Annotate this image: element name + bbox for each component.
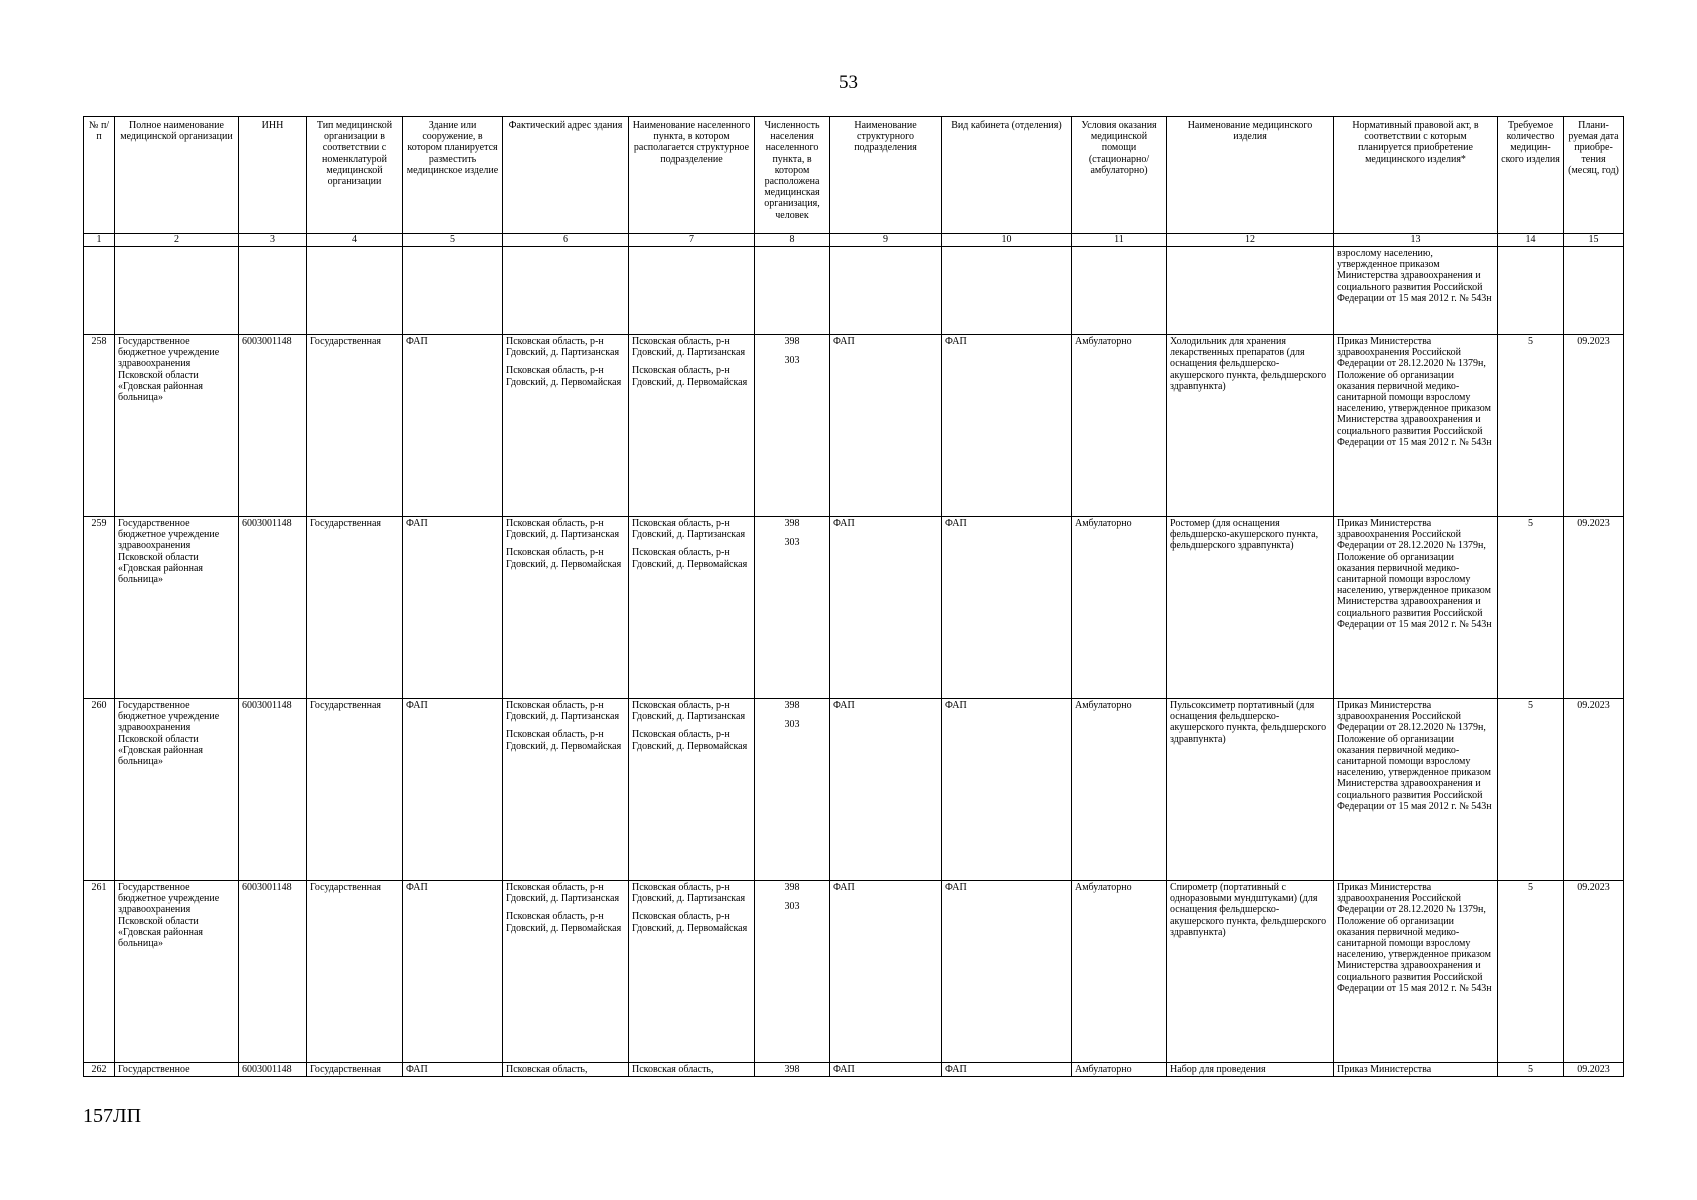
structural-unit: ФАП — [830, 335, 942, 517]
structural-unit: ФАП — [830, 517, 942, 699]
legal-act: Приказ Министерства — [1334, 1063, 1498, 1077]
row-number: 262 — [84, 1063, 115, 1077]
care-conditions: Амбулаторно — [1072, 881, 1167, 1063]
column-number: 1 — [84, 234, 115, 247]
address-line: Псковская область, р-н Гдовский, д. Партизанская — [506, 336, 620, 359]
continuation-text: взрослому населению, утвержденное приказом Министерства здравоохранения и социального развития Российской Федерации от 15 мая 2012 г. № 543н — [1334, 247, 1498, 335]
address-line: Псковская область, р-н Гдовский, д. Партизанская — [506, 518, 620, 541]
locality: Псковская область, — [629, 1063, 755, 1077]
header-cell: Вид кабинета (отделения) — [942, 117, 1072, 234]
row-number: 260 — [84, 699, 115, 881]
quantity: 5 — [1498, 1063, 1564, 1077]
legal-act: Приказ Министерства здравоохранения Российской Федерации от 28.12.2020 № 1379н, Положение об организации оказания первичной медико-санитарной помощи взрослому населению, утвержденное приказом Министерства здравоохранения и социального развития Российской Федерации от 15 мая 2012 г. № 543н — [1334, 699, 1498, 881]
population — [755, 517, 830, 699]
population — [755, 699, 830, 881]
header-cell: Плани-руемая дата приобре-тения (месяц, год) — [1564, 117, 1624, 234]
legal-act: Приказ Министерства здравоохранения Российской Федерации от 28.12.2020 № 1379н, Положение об организации оказания первичной медико-санитарной помощи взрослому населению, утвержденное приказом Министерства здравоохранения и социального развития Российской Федерации от 15 мая 2012 г. № 543н — [1334, 517, 1498, 699]
planned-date: 09.2023 — [1564, 881, 1624, 1063]
population-value: 303 — [784, 355, 800, 367]
locality-line: Псковская область, р-н Гдовский, д. Партизанская — [632, 518, 746, 541]
organization-name: Государственное бюджетное учреждение здравоохранения Псковской области «Гдовская районная больница» — [115, 517, 239, 699]
population — [755, 881, 830, 1063]
column-number: 9 — [830, 234, 942, 247]
locality — [629, 517, 755, 699]
document-code: 157ЛП — [83, 1105, 142, 1127]
table-row — [84, 699, 1624, 881]
care-conditions: Амбулаторно — [1072, 699, 1167, 881]
population-value: 398 — [784, 336, 800, 347]
address-line: Псковская область, р-н Гдовский, д. Первомайская — [506, 729, 622, 752]
inn: 6003001148 — [239, 699, 307, 881]
locality — [629, 335, 755, 517]
actual-address — [503, 335, 629, 517]
cabinet-type: ФАП — [942, 881, 1072, 1063]
care-conditions: Амбулаторно — [1072, 335, 1167, 517]
locality-line: Псковская область, р-н Гдовский, д. Первомайская — [632, 911, 748, 934]
header-cell: Требуемое количество медицин-ского изделия — [1498, 117, 1564, 234]
population: 398 — [755, 1063, 830, 1077]
locality-line: Псковская область, р-н Гдовский, д. Партизанская — [632, 882, 746, 905]
header-cell: Численность населения населенного пункта, в котором расположена медицинская организация, человек — [755, 117, 830, 234]
inn: 6003001148 — [239, 881, 307, 1063]
building: ФАП — [403, 699, 503, 881]
cabinet-type: ФАП — [942, 699, 1072, 881]
column-number: 7 — [629, 234, 755, 247]
table-row — [84, 1063, 1624, 1077]
locality-line: Псковская область, р-н Гдовский, д. Партизанская — [632, 336, 746, 359]
care-conditions: Амбулаторно — [1072, 1063, 1167, 1077]
cabinet-type: ФАП — [942, 1063, 1072, 1077]
table-row — [84, 335, 1624, 517]
building: ФАП — [403, 517, 503, 699]
header-cell: Фактический адрес здания — [503, 117, 629, 234]
equipment-table — [83, 116, 1624, 1077]
actual-address: Псковская область, — [503, 1063, 629, 1077]
device-name: Ростомер (для оснащения фельдшерско-акушерского пункта, фельдшерского здравпункта) — [1167, 517, 1334, 699]
header-cell: Полное наименование медицинской организации — [115, 117, 239, 234]
population-value: 303 — [784, 537, 800, 549]
device-name: Холодильник для хранения лекарственных препаратов (для оснащения фельдшерско-акушерского пункта, фельдшерского здравпункта) — [1167, 335, 1334, 517]
table-row — [84, 881, 1624, 1063]
inn: 6003001148 — [239, 1063, 307, 1077]
building: ФАП — [403, 881, 503, 1063]
legal-act: Приказ Министерства здравоохранения Российской Федерации от 28.12.2020 № 1379н, Положение об организации оказания первичной медико-санитарной помощи взрослому населению, утвержденное приказом Министерства здравоохранения и социального развития Российской Федерации от 15 мая 2012 г. № 543н — [1334, 335, 1498, 517]
column-number: 11 — [1072, 234, 1167, 247]
legal-act: Приказ Министерства здравоохранения Российской Федерации от 28.12.2020 № 1379н, Положение об организации оказания первичной медико-санитарной помощи взрослому населению, утвержденное приказом Министерства здравоохранения и социального развития Российской Федерации от 15 мая 2012 г. № 543н — [1334, 881, 1498, 1063]
actual-address — [503, 881, 629, 1063]
population-value: 303 — [784, 901, 800, 913]
organization-name: Государственное бюджетное учреждение здравоохранения Псковской области «Гдовская районная больница» — [115, 881, 239, 1063]
organization-name: Государственное бюджетное учреждение здравоохранения Псковской области «Гдовская районная больница» — [115, 335, 239, 517]
header-row — [84, 117, 1624, 234]
organization-name: Государственное — [115, 1063, 239, 1077]
organization-type: Государственная — [307, 1063, 403, 1077]
quantity: 5 — [1498, 517, 1564, 699]
structural-unit: ФАП — [830, 1063, 942, 1077]
organization-name: Государственное бюджетное учреждение здравоохранения Псковской области «Гдовская районная больница» — [115, 699, 239, 881]
structural-unit: ФАП — [830, 699, 942, 881]
organization-type: Государственная — [307, 699, 403, 881]
column-number-row — [84, 234, 1624, 247]
address-line: Псковская область, р-н Гдовский, д. Партизанская — [506, 700, 620, 723]
column-number: 13 — [1334, 234, 1498, 247]
column-number: 8 — [755, 234, 830, 247]
device-name: Пульсоксиметр портативный (для оснащения фельдшерско-акушерского пункта, фельдшерского здравпункта) — [1167, 699, 1334, 881]
population-value: 303 — [784, 719, 800, 731]
header-cell: Наименование структурного подразделения — [830, 117, 942, 234]
column-number: 15 — [1564, 234, 1624, 247]
planned-date: 09.2023 — [1564, 699, 1624, 881]
planned-date: 09.2023 — [1564, 1063, 1624, 1077]
cabinet-type: ФАП — [942, 335, 1072, 517]
care-conditions: Амбулаторно — [1072, 517, 1167, 699]
locality-line: Псковская область, р-н Гдовский, д. Первомайская — [632, 365, 748, 388]
quantity: 5 — [1498, 881, 1564, 1063]
planned-date: 09.2023 — [1564, 335, 1624, 517]
inn: 6003001148 — [239, 335, 307, 517]
page-number: 53 — [839, 72, 858, 93]
column-number: 10 — [942, 234, 1072, 247]
organization-type: Государственная — [307, 335, 403, 517]
header-cell: Наименование населенного пункта, в котором располагается структурное подразделение — [629, 117, 755, 234]
locality — [629, 699, 755, 881]
address-line: Псковская область, р-н Гдовский, д. Первомайская — [506, 911, 622, 934]
organization-type: Государственная — [307, 517, 403, 699]
header-cell: Наименование медицинского изделия — [1167, 117, 1334, 234]
row-number: 259 — [84, 517, 115, 699]
column-number: 2 — [115, 234, 239, 247]
inn: 6003001148 — [239, 517, 307, 699]
continuation-row — [84, 247, 1624, 335]
device-name: Спирометр (портативный с одноразовыми мундштуками) (для оснащения фельдшерско-акушерского пункта, фельдшерского здравпункта) — [1167, 881, 1334, 1063]
population-value: 398 — [784, 700, 800, 711]
organization-type: Государственная — [307, 881, 403, 1063]
actual-address — [503, 699, 629, 881]
column-number: 6 — [503, 234, 629, 247]
row-number: 258 — [84, 335, 115, 517]
population-value: 398 — [784, 518, 800, 529]
header-cell: Условия оказания медицинской помощи (стационарно/ амбулаторно) — [1072, 117, 1167, 234]
locality-line: Псковская область, р-н Гдовский, д. Партизанская — [632, 700, 746, 723]
locality — [629, 881, 755, 1063]
planned-date: 09.2023 — [1564, 517, 1624, 699]
cabinet-type: ФАП — [942, 517, 1072, 699]
header-cell: № п/п — [84, 117, 115, 234]
address-line: Псковская область, р-н Гдовский, д. Первомайская — [506, 547, 622, 570]
header-cell: Тип медицинской организации в соответствии с номенклатурой медицинской организации — [307, 117, 403, 234]
locality-line: Псковская область, р-н Гдовский, д. Первомайская — [632, 547, 748, 570]
population-value: 398 — [784, 882, 800, 893]
device-name: Набор для проведения — [1167, 1063, 1334, 1077]
structural-unit: ФАП — [830, 881, 942, 1063]
column-number: 5 — [403, 234, 503, 247]
column-number: 12 — [1167, 234, 1334, 247]
actual-address — [503, 517, 629, 699]
locality-line: Псковская область, р-н Гдовский, д. Первомайская — [632, 729, 748, 752]
row-number: 261 — [84, 881, 115, 1063]
column-number: 4 — [307, 234, 403, 247]
population — [755, 335, 830, 517]
building: ФАП — [403, 1063, 503, 1077]
header-cell: Нормативный правовой акт, в соответствии с которым планируется приобретение медицинского изделия* — [1334, 117, 1498, 234]
column-number: 14 — [1498, 234, 1564, 247]
table-row — [84, 517, 1624, 699]
header-cell: ИНН — [239, 117, 307, 234]
building: ФАП — [403, 335, 503, 517]
header-cell: Здание или сооружение, в котором планируется разместить медицинское изделие — [403, 117, 503, 234]
column-number: 3 — [239, 234, 307, 247]
quantity: 5 — [1498, 335, 1564, 517]
quantity: 5 — [1498, 699, 1564, 881]
address-line: Псковская область, р-н Гдовский, д. Партизанская — [506, 882, 620, 905]
address-line: Псковская область, р-н Гдовский, д. Первомайская — [506, 365, 622, 388]
